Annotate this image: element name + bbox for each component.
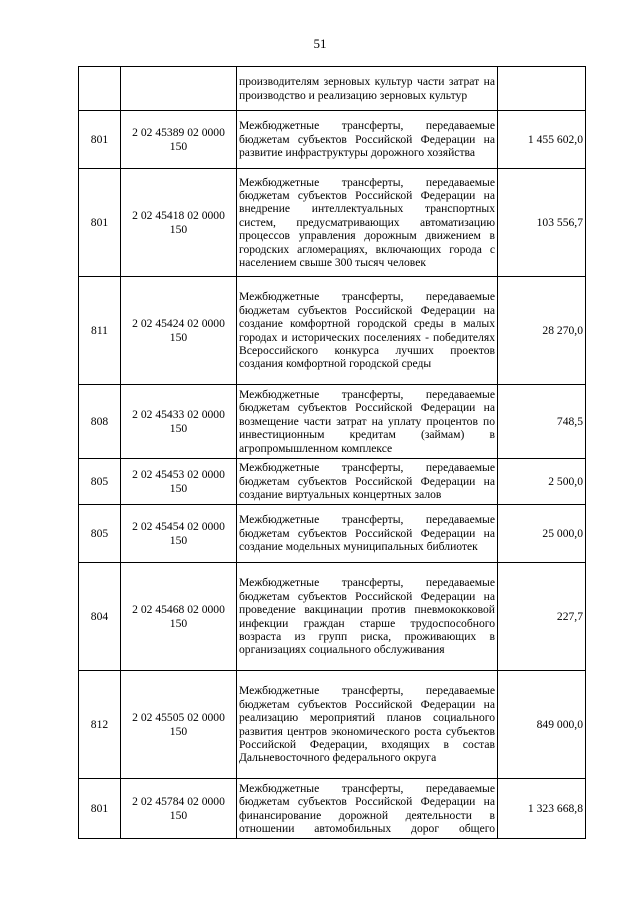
revenue-name-cell: Межбюджетные трансферты, передаваемые бюджетам субъектов Российской Федерации на создание модельных муниципальных библиотек — [237, 505, 498, 563]
revenue-name-cell: Межбюджетные трансферты, передаваемые бюджетам субъектов Российской Федерации на внедрение интеллектуальных транспортных систем, предусматривающих автоматизацию процессов управления дорожным движением в городских агломерациях, включающих города с населением свыше 300 тысяч человек — [237, 169, 498, 277]
revenue-name-cell: Межбюджетные трансферты, передаваемые бюджетам субъектов Российской Федерации на проведение вакцинации против пневмококковой инфекции граждан старше трудоспособного возраста из групп риска, проживающих в организациях социального обслуживания — [237, 563, 498, 671]
table-row — [79, 505, 586, 563]
kbk-code-cell: 2 02 45433 02 0000 150 — [121, 385, 237, 459]
table-row — [79, 169, 586, 277]
admin-code-cell: 805 — [79, 459, 121, 505]
amount-cell: 2 500,0 — [498, 459, 586, 505]
kbk-code-cell: 2 02 45468 02 0000 150 — [121, 563, 237, 671]
amount-cell: 25 000,0 — [498, 505, 586, 563]
table-row — [79, 111, 586, 169]
amount-cell: 1 323 668,8 — [498, 779, 586, 839]
kbk-code-cell: 2 02 45418 02 0000 150 — [121, 169, 237, 277]
revenue-name-cell: Межбюджетные трансферты, передаваемые бюджетам субъектов Российской Федерации на создание комфортной городской среды в малых городах и исторических поселениях - победителях Всероссийского конкурса лучших проектов создания комфортной городской среды — [237, 277, 498, 385]
amount-cell — [498, 67, 586, 111]
admin-code-cell — [79, 67, 121, 111]
table-row — [79, 459, 586, 505]
admin-code-cell: 811 — [79, 277, 121, 385]
kbk-code-cell: 2 02 45784 02 0000 150 — [121, 779, 237, 839]
admin-code-cell: 812 — [79, 671, 121, 779]
revenue-name-cell: Межбюджетные трансферты, передаваемые бюджетам субъектов Российской Федерации на развитие инфраструктуры дорожного хозяйства — [237, 111, 498, 169]
revenue-name-cell: Межбюджетные трансферты, передаваемые бюджетам субъектов Российской Федерации на возмещение части затрат на уплату процентов по инвестиционным кредитам (займам) в агропромышленном комплексе — [237, 385, 498, 459]
admin-code-cell: 801 — [79, 169, 121, 277]
revenue-name-cell: Межбюджетные трансферты, передаваемые бюджетам субъектов Российской Федерации на финансирование дорожной деятельности в отношении автомобильных дорог общего — [237, 779, 498, 839]
table-row — [79, 385, 586, 459]
amount-cell: 849 000,0 — [498, 671, 586, 779]
amount-cell: 28 270,0 — [498, 277, 586, 385]
kbk-code-cell — [121, 67, 237, 111]
kbk-code-cell: 2 02 45453 02 0000 150 — [121, 459, 237, 505]
admin-code-cell: 801 — [79, 111, 121, 169]
revenue-name-cell: Межбюджетные трансферты, передаваемые бюджетам субъектов Российской Федерации на создание виртуальных концертных залов — [237, 459, 498, 505]
revenue-name-cell: производителям зерновых культур части затрат на производство и реализацию зерновых культур — [237, 67, 498, 111]
kbk-code-cell: 2 02 45505 02 0000 150 — [121, 671, 237, 779]
kbk-code-cell: 2 02 45454 02 0000 150 — [121, 505, 237, 563]
table-row — [79, 277, 586, 385]
page-number: 51 — [313, 36, 327, 51]
revenue-name-cell: Межбюджетные трансферты, передаваемые бюджетам субъектов Российской Федерации на реализацию мероприятий планов социального развития центров экономического роста субъектов Российской Федерации, входящих в состав Дальневосточного федерального округа — [237, 671, 498, 779]
budget-revenue-table — [78, 66, 586, 839]
admin-code-cell: 804 — [79, 563, 121, 671]
admin-code-cell: 808 — [79, 385, 121, 459]
amount-cell: 748,5 — [498, 385, 586, 459]
table-row — [79, 67, 586, 111]
admin-code-cell: 801 — [79, 779, 121, 839]
amount-cell: 227,7 — [498, 563, 586, 671]
kbk-code-cell: 2 02 45389 02 0000 150 — [121, 111, 237, 169]
amount-cell: 103 556,7 — [498, 169, 586, 277]
table-row — [79, 563, 586, 671]
admin-code-cell: 805 — [79, 505, 121, 563]
table-row — [79, 671, 586, 779]
table-row — [79, 779, 586, 839]
kbk-code-cell: 2 02 45424 02 0000 150 — [121, 277, 237, 385]
amount-cell: 1 455 602,0 — [498, 111, 586, 169]
